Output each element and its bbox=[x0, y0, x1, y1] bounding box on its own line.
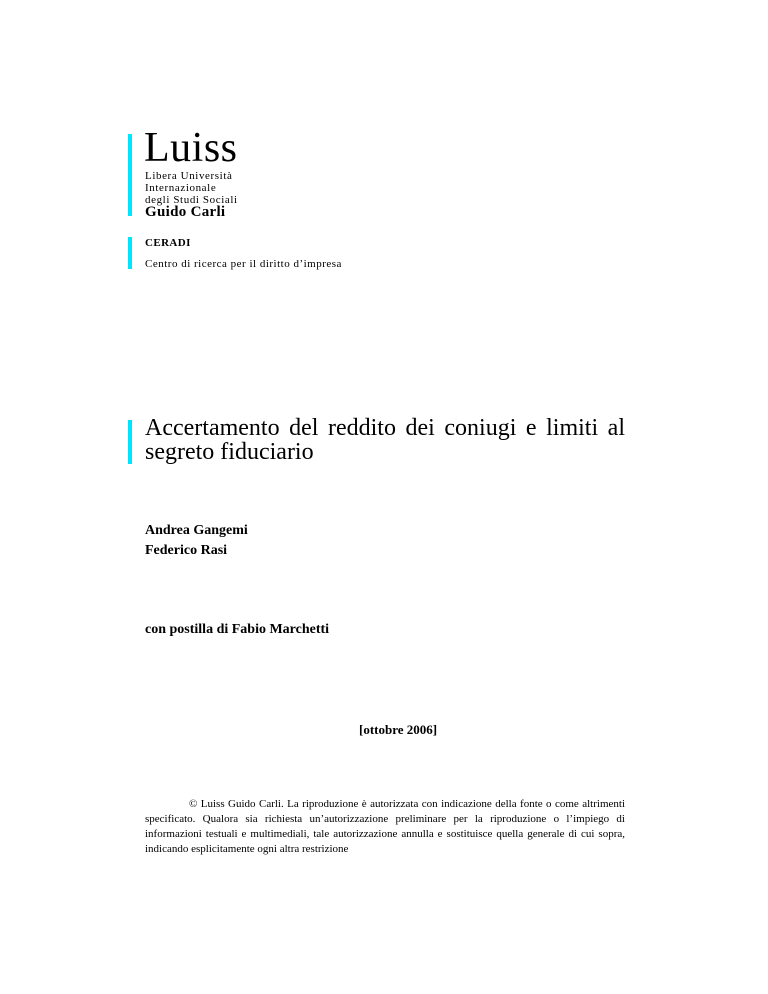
logo-subtitle-line: Internazionale bbox=[145, 182, 217, 194]
publication-date: [ottobre 2006] bbox=[359, 722, 438, 737]
center-acronym: CERADI bbox=[145, 237, 191, 249]
title-accent-bar bbox=[128, 420, 132, 464]
logo-subtitle-line: degli Studi Sociali bbox=[145, 194, 238, 206]
logo-subtitle-line: Libera Università bbox=[145, 170, 233, 182]
center-description: Centro di ricerca per il diritto d’impresa bbox=[145, 258, 342, 270]
logo-accent-bar bbox=[128, 134, 132, 216]
postilla-note: con postilla di Fabio Marchetti bbox=[145, 622, 330, 637]
logo-strong-name: Guido Carli bbox=[145, 204, 226, 220]
logo-name: Luiss bbox=[144, 125, 238, 171]
center-accent-bar bbox=[128, 237, 132, 269]
copyright-notice: © Luiss Guido Carli. La riproduzione è autorizzata con indicazione della fonte o come altrimenti specificato. Qualora sia richiesta un’autorizzazione preliminare per la riproduzione o l’impiego di informazioni testuali e multimediali, tale autorizzazione annulla e sostituisce quella generale di cui sopra, indicando esplicitamente ogni altra restrizione bbox=[145, 798, 625, 855]
logo-subtitle bbox=[145, 170, 238, 206]
authors bbox=[145, 521, 248, 561]
document-title: Accertamento del reddito dei coniugi e limiti al segreto fiduciario bbox=[145, 415, 625, 465]
author-name: Andrea Gangemi bbox=[145, 523, 248, 538]
author-name: Federico Rasi bbox=[145, 543, 228, 558]
